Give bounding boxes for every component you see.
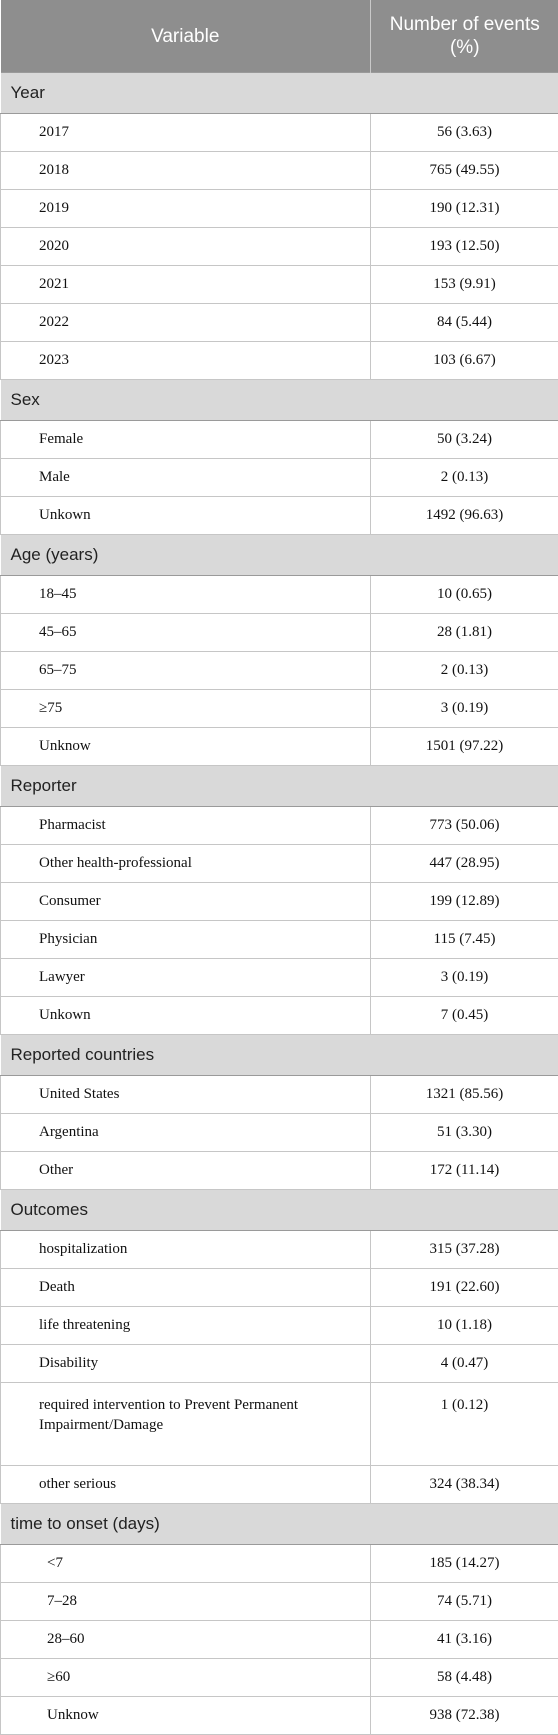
row-value: 84 (5.44) — [371, 304, 558, 342]
row-value: 1492 (96.63) — [371, 497, 558, 535]
row-value: 10 (0.65) — [371, 576, 558, 614]
row-label: Female — [1, 421, 371, 459]
row-value: 10 (1.18) — [371, 1307, 558, 1345]
header-events: Number of events (%) — [371, 0, 558, 73]
row-label: Pharmacist — [1, 807, 371, 845]
table-row — [1, 1269, 558, 1307]
row-label: 2019 — [1, 190, 371, 228]
table-row — [1, 959, 558, 997]
row-label: Other health-professional — [1, 845, 371, 883]
row-label: 2018 — [1, 152, 371, 190]
row-label: 2021 — [1, 266, 371, 304]
row-value: 1501 (97.22) — [371, 728, 558, 766]
row-label: Unknow — [1, 1697, 371, 1735]
row-label: Unkown — [1, 997, 371, 1035]
table-row — [1, 497, 558, 535]
row-label: Male — [1, 459, 371, 497]
section-row — [1, 1504, 558, 1545]
table-row — [1, 1076, 558, 1114]
row-value: 185 (14.27) — [371, 1545, 558, 1583]
table-row — [1, 266, 558, 304]
row-label: 45–65 — [1, 614, 371, 652]
row-value: 447 (28.95) — [371, 845, 558, 883]
section-title: time to onset (days) — [1, 1504, 558, 1545]
table-row — [1, 1114, 558, 1152]
row-label: ≥60 — [1, 1659, 371, 1697]
row-value: 56 (3.63) — [371, 114, 558, 152]
table-body — [1, 73, 558, 1735]
row-value: 191 (22.60) — [371, 1269, 558, 1307]
header-row — [1, 0, 558, 73]
table-row — [1, 459, 558, 497]
row-label: life threatening — [1, 1307, 371, 1345]
row-value: 3 (0.19) — [371, 690, 558, 728]
table-row — [1, 1231, 558, 1269]
section-row — [1, 1190, 558, 1231]
row-label: 2023 — [1, 342, 371, 380]
section-row — [1, 535, 558, 576]
row-value: 938 (72.38) — [371, 1697, 558, 1735]
section-title: Age (years) — [1, 535, 558, 576]
row-label: United States — [1, 1076, 371, 1114]
row-label: required intervention to Prevent Permanent Impairment/Damage — [1, 1383, 371, 1466]
table-row — [1, 845, 558, 883]
section-title: Outcomes — [1, 1190, 558, 1231]
section-title: Reported countries — [1, 1035, 558, 1076]
row-value: 103 (6.67) — [371, 342, 558, 380]
row-value: 315 (37.28) — [371, 1231, 558, 1269]
row-value: 153 (9.91) — [371, 266, 558, 304]
section-row — [1, 766, 558, 807]
table-row — [1, 652, 558, 690]
table-row — [1, 1383, 558, 1466]
row-value: 773 (50.06) — [371, 807, 558, 845]
table-row — [1, 114, 558, 152]
row-label: ≥75 — [1, 690, 371, 728]
table-row — [1, 342, 558, 380]
section-title: Sex — [1, 380, 558, 421]
row-label: 2022 — [1, 304, 371, 342]
row-value: 1321 (85.56) — [371, 1076, 558, 1114]
table-row — [1, 421, 558, 459]
table-row — [1, 614, 558, 652]
row-label: Argentina — [1, 1114, 371, 1152]
row-label: <7 — [1, 1545, 371, 1583]
header-variable: Variable — [1, 0, 371, 73]
section-title: Year — [1, 73, 558, 114]
row-value: 50 (3.24) — [371, 421, 558, 459]
table-row — [1, 304, 558, 342]
row-value: 58 (4.48) — [371, 1659, 558, 1697]
row-label: hospitalization — [1, 1231, 371, 1269]
table-row — [1, 1345, 558, 1383]
table-row — [1, 1545, 558, 1583]
row-value: 4 (0.47) — [371, 1345, 558, 1383]
row-label: other serious — [1, 1466, 371, 1504]
row-value: 28 (1.81) — [371, 614, 558, 652]
row-value: 51 (3.30) — [371, 1114, 558, 1152]
section-row — [1, 1035, 558, 1076]
table-row — [1, 228, 558, 266]
table-row — [1, 152, 558, 190]
row-value: 74 (5.71) — [371, 1583, 558, 1621]
row-value: 199 (12.89) — [371, 883, 558, 921]
table-row — [1, 997, 558, 1035]
row-value: 2 (0.13) — [371, 652, 558, 690]
row-value: 193 (12.50) — [371, 228, 558, 266]
row-label: Lawyer — [1, 959, 371, 997]
row-value: 41 (3.16) — [371, 1621, 558, 1659]
table-row — [1, 883, 558, 921]
section-row — [1, 380, 558, 421]
row-value: 3 (0.19) — [371, 959, 558, 997]
row-label: 28–60 — [1, 1621, 371, 1659]
row-label: Unkown — [1, 497, 371, 535]
table-row — [1, 576, 558, 614]
row-label: 7–28 — [1, 1583, 371, 1621]
table-row — [1, 690, 558, 728]
table-row — [1, 728, 558, 766]
table-row — [1, 1659, 558, 1697]
row-value: 1 (0.12) — [371, 1383, 558, 1466]
row-label: Death — [1, 1269, 371, 1307]
row-label: Unknow — [1, 728, 371, 766]
table-row — [1, 1583, 558, 1621]
row-label: 2017 — [1, 114, 371, 152]
section-title: Reporter — [1, 766, 558, 807]
row-value: 324 (38.34) — [371, 1466, 558, 1504]
table-row — [1, 1307, 558, 1345]
table-row — [1, 1621, 558, 1659]
table-row — [1, 1466, 558, 1504]
row-label: 65–75 — [1, 652, 371, 690]
table-row — [1, 807, 558, 845]
row-value: 7 (0.45) — [371, 997, 558, 1035]
row-value: 190 (12.31) — [371, 190, 558, 228]
row-value: 2 (0.13) — [371, 459, 558, 497]
row-value: 172 (11.14) — [371, 1152, 558, 1190]
row-label: 18–45 — [1, 576, 371, 614]
table-row — [1, 1152, 558, 1190]
row-label: Other — [1, 1152, 371, 1190]
row-label: Physician — [1, 921, 371, 959]
row-label: Disability — [1, 1345, 371, 1383]
table-row — [1, 921, 558, 959]
row-label: Consumer — [1, 883, 371, 921]
row-value: 115 (7.45) — [371, 921, 558, 959]
table-header — [1, 0, 558, 73]
table-row — [1, 1697, 558, 1735]
row-value: 765 (49.55) — [371, 152, 558, 190]
row-label: 2020 — [1, 228, 371, 266]
table-row — [1, 190, 558, 228]
section-row — [1, 73, 558, 114]
